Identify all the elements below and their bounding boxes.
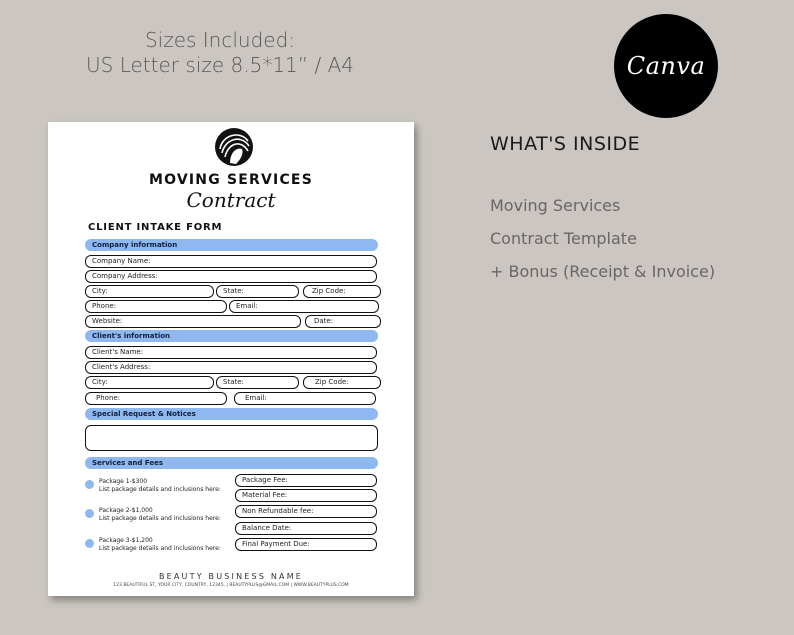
canva-logo	[614, 14, 718, 118]
client-phone-field[interactable]: Phone:	[85, 392, 227, 405]
company-state-field[interactable]: State:	[216, 285, 299, 298]
package-desc: List package details and inclusions here:	[99, 515, 221, 522]
company-phone-field[interactable]: Phone:	[85, 300, 227, 313]
canva-label: Canva	[626, 52, 706, 80]
whats-inside-title: WHAT'S INSIDE	[490, 133, 641, 155]
client-city-field[interactable]: City:	[85, 376, 214, 389]
section-services-fees: Services and Fees	[85, 457, 378, 469]
inside-item: Contract Template	[490, 229, 637, 248]
package-item	[99, 537, 221, 553]
sizes-line1: Sizes Included:	[144, 28, 296, 52]
salon-logo-icon	[214, 127, 254, 167]
non-refundable-fee-field[interactable]: Non Refundable fee:	[235, 505, 377, 518]
company-email-field[interactable]: Email:	[229, 300, 379, 313]
package-name: Package 2-$1,000	[99, 507, 153, 514]
company-website-field[interactable]: Website:	[85, 315, 301, 328]
company-address-field[interactable]: Company Address:	[85, 270, 377, 283]
balance-date-field[interactable]: Balance Date:	[235, 522, 377, 535]
footer-business-name: BEAUTY BUSINESS NAME	[158, 572, 304, 581]
package-item	[99, 478, 221, 494]
company-zip-field[interactable]: Zip Code:	[303, 285, 381, 298]
form-title: CLIENT INTAKE FORM	[88, 222, 223, 233]
section-company-info: Company information	[85, 239, 378, 251]
section-special-request: Special Request & Notices	[85, 408, 378, 420]
package-fee-field[interactable]: Package Fee:	[235, 474, 377, 487]
package-bullet-icon	[85, 509, 94, 518]
inside-item: + Bonus (Receipt & Invoice)	[490, 262, 716, 281]
package-desc: List package details and inclusions here:	[99, 486, 221, 493]
client-zip-field[interactable]: Zip Code:	[303, 376, 381, 389]
final-payment-due-field[interactable]: Final Payment Due:	[235, 538, 377, 551]
client-email-field[interactable]: Email:	[234, 392, 376, 405]
package-bullet-icon	[85, 539, 94, 548]
package-item	[99, 507, 221, 523]
footer-address: 123 BEAUTIFUL ST, YOUR CITY, COUNTRY, 12345, | BEAUTYPLUS@GMAIL.COM | WWW.BEAUTYPLUS.COM	[113, 583, 349, 588]
contract-document	[48, 122, 414, 596]
package-desc: List package details and inclusions here:	[99, 545, 221, 552]
company-date-field[interactable]: Date:	[305, 315, 381, 328]
document-script-subtitle: Contract	[186, 188, 276, 212]
section-client-info: Client's information	[85, 330, 378, 342]
special-request-textarea[interactable]	[85, 425, 378, 451]
material-fee-field[interactable]: Material Fee:	[235, 489, 377, 502]
client-name-field[interactable]: Client's Name:	[85, 346, 377, 359]
package-name: Package 1-$300	[99, 478, 148, 485]
sizes-heading	[40, 28, 400, 78]
package-name: Package 3-$1,200	[99, 537, 153, 544]
document-title: MOVING SERVICES	[149, 172, 313, 188]
company-name-field[interactable]: Company Name:	[85, 255, 377, 268]
inside-item: Moving Services	[490, 196, 621, 215]
sizes-line2: US Letter size 8.5*11” / A4	[86, 53, 354, 77]
client-address-field[interactable]: Client's Address:	[85, 361, 377, 374]
client-state-field[interactable]: State:	[216, 376, 299, 389]
company-city-field[interactable]: City:	[85, 285, 214, 298]
package-bullet-icon	[85, 480, 94, 489]
